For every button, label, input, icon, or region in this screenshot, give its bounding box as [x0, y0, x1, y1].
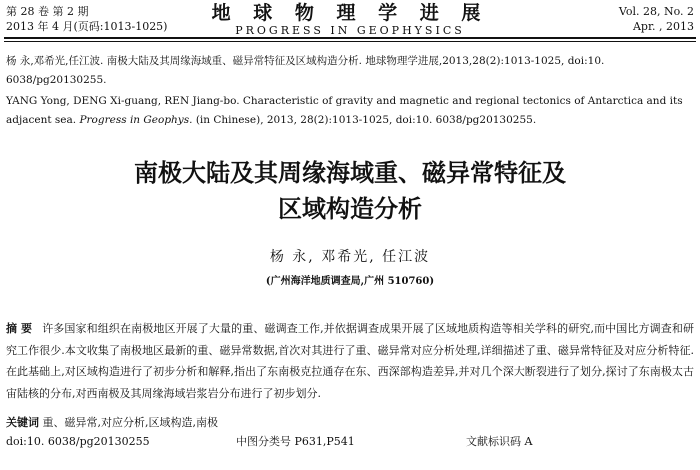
footer-doc-code: 文献标识码 A	[466, 435, 533, 448]
title-line-1: 南极大陆及其周缘海域重、磁异常特征及	[134, 159, 566, 187]
date-cn: 2013 年 4 月(页码:1013-1025)	[6, 20, 168, 33]
article-title	[0, 155, 700, 227]
journal-title-cn: 地 球 物 理 学 进 展	[211, 2, 489, 24]
keywords-text: 重、磁异常,对应分析,区域构造,南极	[42, 416, 218, 429]
citation-cn: 杨 永,邓希光,任江波. 南极大陆及其周缘海域重、磁异常特征及区域构造分析. 地球物理学进展,2013,28(2):1013-1025, doi:10. 6038/pg20130255.	[6, 55, 605, 86]
citation-en-journal: Progress in Geophys.	[79, 114, 193, 126]
footer-doi: doi:10. 6038/pg20130255	[6, 435, 150, 448]
abstract	[6, 318, 694, 404]
header-volume-info-en	[619, 4, 694, 34]
article-authors: 杨 永, 邓希光, 任江波	[269, 249, 431, 265]
keywords	[6, 415, 218, 431]
journal-masthead	[0, 2, 700, 38]
citation-en-prefix: YANG Yong, DENG Xi-guang, REN Jiang-bo. Characteristic of gravity and magnetic and regional tectonics of Antarctica and its adjacent sea.	[6, 95, 683, 126]
header-divider-thin	[4, 41, 696, 42]
abstract-label: 摘 要	[6, 322, 33, 335]
citation-en-suffix: (in Chinese), 2013, 28(2):1013-1025, doi:10. 6038/pg20130255.	[195, 114, 537, 126]
title-line-2: 区域构造分析	[278, 195, 422, 223]
abstract-text: 许多国家和组织在南极地区开展了大量的重、磁调查工作,并依据调查成果开展了区域地质构造等相关学科的研究,而中国比方调查和研究工作很少.本文收集了南极地区最新的重、磁异常数据,首次对其进行了重、磁异常对应分析处理,详细描述了重、磁异常特征及对应分析特征.在此基础上,对区域构造进行了初步分析和解释,指出了东南极克拉通存在东、西深部构造差异,并对几个深大断裂进行了划分,探讨了东南极太古宙陆核的分布,对西南极及其周缘海域岩浆岩分布进行了初步划分.	[6, 322, 694, 400]
article-affiliation: (广州海洋地质调查局,广州 510760)	[265, 276, 435, 287]
header-divider	[4, 37, 696, 39]
date-en: Apr. , 2013	[632, 20, 694, 33]
volume-en: Vol. 28, No. 2	[618, 5, 694, 18]
citation-en	[6, 92, 694, 130]
volume-cn: 第 28 卷 第 2 期	[6, 5, 89, 18]
keywords-label: 关键词	[6, 416, 39, 429]
journal-title-en: PROGRESS IN GEOPHYSICS	[235, 24, 465, 37]
footer-clc: 中图分类号 P631,P541	[236, 435, 355, 448]
